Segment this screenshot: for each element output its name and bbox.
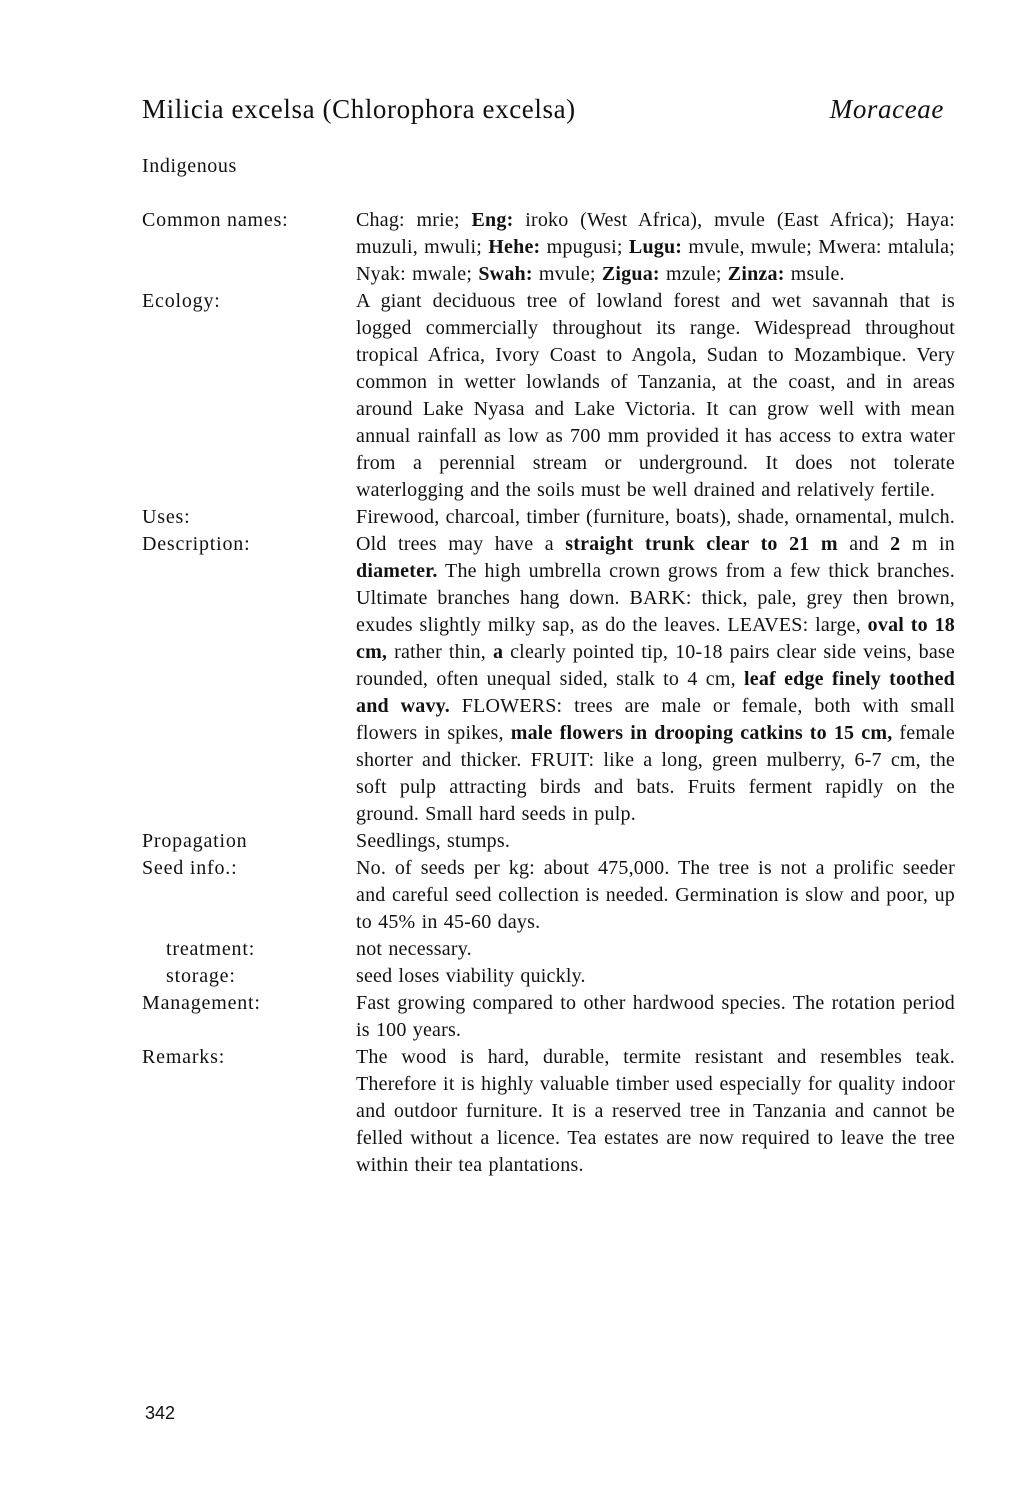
page-number: 342 (145, 1403, 176, 1423)
text-run: Firewood, charcoal, timber (furniture, boats), shade, ornamental, mulch. (356, 506, 955, 528)
bold-text: Lugu: (628, 236, 683, 258)
entry-value (356, 531, 955, 828)
bold-text: Eng: (471, 209, 514, 231)
entry-label: Uses: (142, 506, 191, 528)
bold-text: a (492, 641, 504, 663)
bold-text: Zigua: (601, 263, 660, 285)
bold-text: Zinza: (727, 263, 785, 285)
entry-row (142, 504, 955, 531)
entry-row (142, 1044, 955, 1179)
entry-label: Remarks: (142, 1046, 226, 1068)
text-run: Fast growing compared to other hardwood species. The rotation period is 100 years. (356, 992, 955, 1041)
text-run: The high umbrella crown grows from a few thick branches. Ultimate branches hang down. BARK: thick, pale, grey then brown, exudes slightly milky sap, as do the leaves. LEAVES: large, (356, 560, 955, 636)
text-run: FLOWERS: trees are male or female, both with small flowers in spikes, (356, 695, 955, 744)
entry-value (356, 828, 955, 855)
bold-text: male flowers in drooping catkins to 15 cm, (510, 722, 893, 744)
bold-text: straight trunk clear to 21 m (565, 533, 838, 555)
family-name: Moraceae (829, 94, 944, 124)
entry-row (142, 990, 955, 1044)
text-run: m in (900, 533, 955, 555)
entry-value (356, 1044, 955, 1179)
bold-text: 2 (890, 533, 901, 555)
bold-text: Hehe: (488, 236, 541, 258)
text-run: mvule, mwule; Mwera: mtalula; Nyak: mwale; (356, 236, 956, 285)
entry-value (356, 855, 955, 936)
text-run: mvule; (532, 263, 602, 285)
entry-label: Seed info.: (142, 857, 238, 879)
bold-text: diameter. (356, 560, 438, 582)
text-run: female shorter and thicker. FRUIT: like a long, green mulberry, 6-7 cm, the soft pulp attracting birds and bats. Fruits ferment rapidly on the ground. Small hard seeds in pulp. (356, 722, 955, 825)
entry-label: Ecology: (142, 290, 221, 312)
entry-value (356, 990, 955, 1044)
text-run: mzule; (659, 263, 728, 285)
entry-value (356, 963, 955, 990)
text-run: Old trees may have a (356, 533, 566, 555)
entry-value (356, 936, 955, 963)
entry-label: Propagation (142, 830, 248, 852)
entry-value (356, 504, 955, 531)
bold-text: oval to 18 cm, (356, 614, 955, 663)
bold-text: leaf edge finely toothed and wavy. (356, 668, 955, 717)
entry-row (142, 855, 955, 936)
species-name: Milicia excelsa (Chlorophora excelsa) (142, 94, 576, 124)
entry-row (142, 288, 955, 504)
text-run: clearly pointed tip, 10-18 pairs clear side veins, base rounded, often unequal sided, stalk to 4 cm, (356, 641, 955, 690)
text-run: mpugusi; (540, 236, 629, 258)
text-run: and (837, 533, 891, 555)
entry-row (142, 531, 955, 828)
entry-list (142, 207, 955, 1179)
entry-label: treatment: (166, 938, 256, 960)
entry-row (142, 207, 955, 288)
text-run: The wood is hard, durable, termite resistant and resembles teak. Therefore it is highly valuable timber used especially for quality indoor and outdoor furniture. It is a reserved tree in Tanzania and cannot be felled without a licence. Tea estates are now required to leave the tree within their tea plantations. (356, 1046, 955, 1176)
text-run: Chag: mrie; (356, 209, 472, 231)
text-run: A giant deciduous tree of lowland forest and wet savannah that is logged commercially throughout its range. Widespread throughout tropical Africa, Ivory Coast to Angola, Sudan to Mozambique. Very common in wetter lowlands of Tanzania, at the coast, and in areas around Lake Nyasa and Lake Victoria. It can grow well with mean annual rainfall as low as 700 mm provided it has access to extra water from a perennial stream or underground. It does not tolerate waterlogging and the soils must be well drained and relatively fertile. (356, 290, 955, 501)
text-run: rather thin, (387, 641, 493, 663)
text-run: iroko (West Africa), mvule (East Africa); Haya: muzuli, mwuli; (356, 209, 955, 258)
entry-label: Management: (142, 992, 261, 1014)
status-text: Indigenous (142, 155, 237, 177)
entry-row (142, 936, 955, 963)
entry-value (356, 288, 955, 504)
text-run: not necessary. (356, 938, 472, 960)
entry-label: storage: (166, 965, 236, 987)
text-run: msule. (784, 263, 845, 285)
entry-value (356, 207, 955, 288)
bold-text: Swah: (478, 263, 533, 285)
text-run: No. of seeds per kg: about 475,000. The tree is not a prolific seeder and careful seed collection is needed. Germination is slow and poor, up to 45% in 45-60 days. (356, 857, 955, 933)
text-run: seed loses viability quickly. (356, 965, 586, 987)
text-run: Seedlings, stumps. (356, 830, 511, 852)
entry-label: Common names: (142, 209, 289, 231)
entry-row (142, 963, 955, 990)
page-title (142, 94, 944, 125)
entry-label: Description: (142, 533, 251, 555)
entry-row (142, 828, 955, 855)
